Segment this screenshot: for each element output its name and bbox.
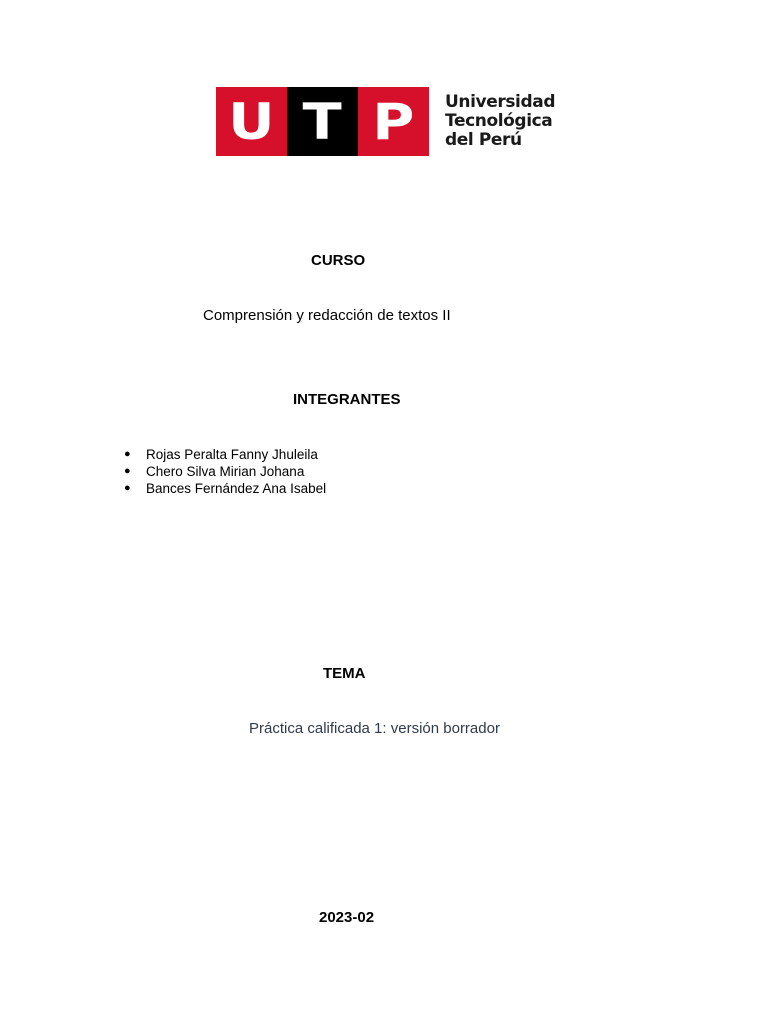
academic-period: 2023-02: [319, 909, 375, 926]
list-item: [122, 446, 326, 463]
course-heading: CURSO: [311, 252, 366, 269]
bullet-icon: ●: [124, 482, 131, 494]
logo-block-p: [358, 87, 429, 156]
logo-block-t: [287, 87, 358, 156]
member-name: Rojas Peralta Fanny Jhuleila: [146, 447, 318, 462]
logo-block-u: [216, 87, 287, 156]
member-name: Chero Silva Mirian Johana: [146, 464, 305, 479]
members-list: [122, 446, 326, 497]
logo-name-line-1: Universidad: [445, 92, 556, 112]
bullet-icon: ●: [124, 448, 131, 460]
logo-letter-u: U: [228, 92, 275, 151]
list-item: [122, 480, 326, 497]
bullet-icon: ●: [124, 465, 131, 477]
members-heading: INTEGRANTES: [293, 391, 401, 408]
logo-university-name: [445, 93, 555, 150]
logo-letter-t: T: [302, 92, 343, 151]
member-name: Bances Fernández Ana Isabel: [146, 481, 327, 496]
course-name: Comprensión y redacción de textos II: [203, 307, 451, 324]
logo-name-line-2: Tecnológica: [445, 111, 553, 131]
theme-heading: TEMA: [323, 665, 366, 682]
logo-letter-p: P: [372, 92, 415, 151]
list-item: [122, 463, 326, 480]
theme-name: Práctica calificada 1: versión borrador: [249, 720, 500, 737]
logo-name-line-3: del Perú: [445, 130, 522, 150]
utp-logo: [216, 87, 555, 156]
